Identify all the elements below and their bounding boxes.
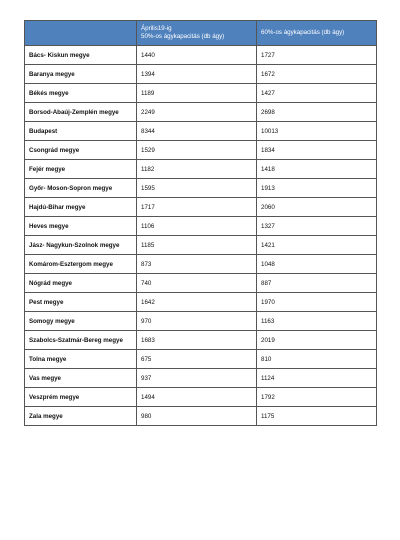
capacity-60-cell: 1792 xyxy=(257,388,377,407)
header-50-line2: 50%-os ágykapacitás (db ágy) xyxy=(141,33,225,40)
county-cell: Somogy megye xyxy=(25,312,137,331)
county-cell: Tolna megye xyxy=(25,350,137,369)
capacity-60-cell: 1163 xyxy=(257,312,377,331)
capacity-50-cell: 1185 xyxy=(137,236,257,255)
county-cell: Csongrád megye xyxy=(25,141,137,160)
header-50-line1: Április19-ig xyxy=(141,25,172,32)
table-row xyxy=(25,236,377,255)
table-row xyxy=(25,274,377,293)
table-row xyxy=(25,46,377,65)
county-cell: Szabolcs-Szatmár-Bereg megye xyxy=(25,331,137,350)
capacity-60-cell: 1421 xyxy=(257,236,377,255)
capacity-50-cell: 1182 xyxy=(137,160,257,179)
table-row xyxy=(25,217,377,236)
capacity-60-cell: 1727 xyxy=(257,46,377,65)
table-row xyxy=(25,103,377,122)
county-cell: Komárom-Esztergom megye xyxy=(25,255,137,274)
capacity-50-cell: 1189 xyxy=(137,84,257,103)
capacity-50-cell: 980 xyxy=(137,407,257,426)
capacity-50-cell: 675 xyxy=(137,350,257,369)
county-cell: Vas megye xyxy=(25,369,137,388)
capacity-60-cell: 810 xyxy=(257,350,377,369)
capacity-60-cell: 1427 xyxy=(257,84,377,103)
county-cell: Hajdú-Bihar megye xyxy=(25,198,137,217)
capacity-50-cell: 1683 xyxy=(137,331,257,350)
county-cell: Zala megye xyxy=(25,407,137,426)
table-row xyxy=(25,255,377,274)
county-cell: Fejér megye xyxy=(25,160,137,179)
table-header-row xyxy=(25,21,377,46)
county-cell: Baranya megye xyxy=(25,65,137,84)
capacity-50-cell: 1595 xyxy=(137,179,257,198)
header-60-percent-capacity: 60%-os ágykapacitás (db ágy) xyxy=(257,21,377,46)
capacity-60-cell: 1124 xyxy=(257,369,377,388)
capacity-60-cell: 1970 xyxy=(257,293,377,312)
table-row xyxy=(25,312,377,331)
county-cell: Pest megye xyxy=(25,293,137,312)
header-50-percent-capacity xyxy=(137,21,257,46)
table-row xyxy=(25,350,377,369)
county-cell: Győr- Moson-Sopron megye xyxy=(25,179,137,198)
capacity-50-cell: 1440 xyxy=(137,46,257,65)
table-row xyxy=(25,84,377,103)
county-cell: Budapest xyxy=(25,122,137,141)
county-cell: Heves megye xyxy=(25,217,137,236)
table-row xyxy=(25,293,377,312)
table-row xyxy=(25,160,377,179)
county-cell: Bács- Kiskun megye xyxy=(25,46,137,65)
county-cell: Békés megye xyxy=(25,84,137,103)
capacity-60-cell: 2060 xyxy=(257,198,377,217)
table-row xyxy=(25,407,377,426)
capacity-50-cell: 1394 xyxy=(137,65,257,84)
header-county xyxy=(25,21,137,46)
county-cell: Jász- Nagykun-Szolnok megye xyxy=(25,236,137,255)
capacity-60-cell: 1048 xyxy=(257,255,377,274)
capacity-60-cell: 1834 xyxy=(257,141,377,160)
capacity-50-cell: 1494 xyxy=(137,388,257,407)
capacity-50-cell: 740 xyxy=(137,274,257,293)
table-row xyxy=(25,179,377,198)
capacity-50-cell: 937 xyxy=(137,369,257,388)
capacity-50-cell: 8344 xyxy=(137,122,257,141)
table-row xyxy=(25,198,377,217)
capacity-60-cell: 887 xyxy=(257,274,377,293)
table-body xyxy=(25,46,377,426)
capacity-60-cell: 1672 xyxy=(257,65,377,84)
capacity-50-cell: 1529 xyxy=(137,141,257,160)
table-row xyxy=(25,65,377,84)
table-row xyxy=(25,331,377,350)
capacity-60-cell: 1913 xyxy=(257,179,377,198)
capacity-60-cell: 1418 xyxy=(257,160,377,179)
capacity-50-cell: 873 xyxy=(137,255,257,274)
capacity-50-cell: 1106 xyxy=(137,217,257,236)
table-row xyxy=(25,141,377,160)
capacity-60-cell: 2698 xyxy=(257,103,377,122)
capacity-60-cell: 2019 xyxy=(257,331,377,350)
capacity-50-cell: 1717 xyxy=(137,198,257,217)
capacity-50-cell: 1642 xyxy=(137,293,257,312)
capacity-60-cell: 1175 xyxy=(257,407,377,426)
capacity-60-cell: 1327 xyxy=(257,217,377,236)
table-row xyxy=(25,369,377,388)
bed-capacity-table xyxy=(24,20,377,426)
capacity-60-cell: 10013 xyxy=(257,122,377,141)
capacity-50-cell: 970 xyxy=(137,312,257,331)
county-cell: Nógrád megye xyxy=(25,274,137,293)
table-row xyxy=(25,122,377,141)
capacity-50-cell: 2249 xyxy=(137,103,257,122)
table-row xyxy=(25,388,377,407)
county-cell: Borsod-Abaúj-Zemplén megye xyxy=(25,103,137,122)
county-cell: Veszprém megye xyxy=(25,388,137,407)
